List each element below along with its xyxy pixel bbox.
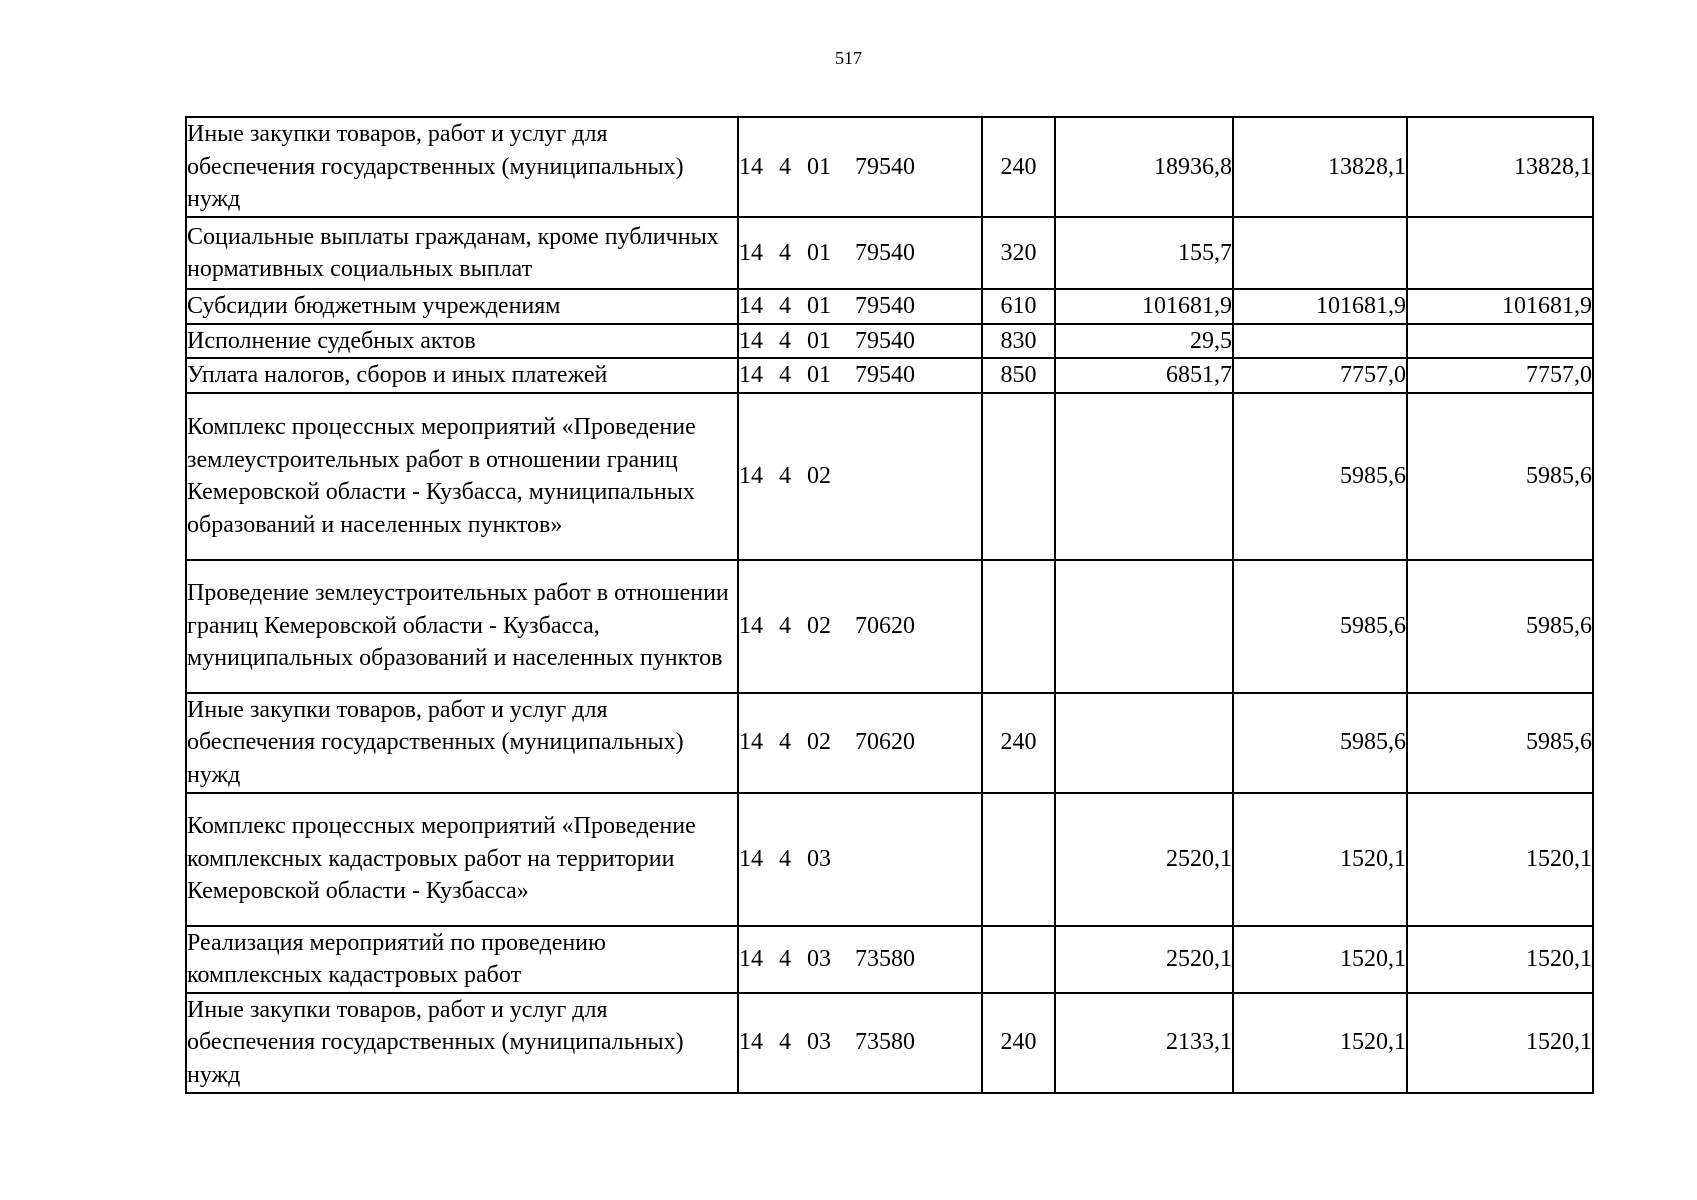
row-kvr-cell: 850 xyxy=(982,358,1055,393)
row-kvr-cell: 240 xyxy=(982,993,1055,1093)
row-value-1: 2520,1 xyxy=(1055,793,1233,926)
table-row xyxy=(186,324,1593,359)
row-name-cell: Реализация мероприятий по проведению комплексных кадастровых работ xyxy=(186,926,738,993)
row-value-3 xyxy=(1407,217,1593,289)
code-type: 4 xyxy=(779,945,791,972)
row-name-cell: Комплекс процессных мероприятий «Проведение землеустроительных работ в отношении границ Кемеровской области - Кузбасса, муниципальных образований и населенных пунктов» xyxy=(186,393,738,560)
code-type: 4 xyxy=(779,1029,791,1056)
row-value-2 xyxy=(1233,217,1407,289)
code-program: 14 xyxy=(739,1029,763,1056)
budget-table xyxy=(185,116,1594,1094)
code-event: 01 xyxy=(807,362,831,388)
row-value-2: 7757,0 xyxy=(1233,358,1407,393)
row-value-2 xyxy=(1233,324,1407,359)
page-number: 517 xyxy=(835,48,862,68)
row-value-2: 5985,6 xyxy=(1233,393,1407,560)
code-program: 14 xyxy=(739,327,763,354)
row-value-2: 1520,1 xyxy=(1233,793,1407,926)
row-value-3: 5985,6 xyxy=(1407,693,1593,793)
code-program: 14 xyxy=(739,729,763,756)
code-direction: 79540 xyxy=(855,239,915,266)
code-type: 4 xyxy=(779,845,791,872)
row-name-cell: Иные закупки товаров, работ и услуг для обеспечения государственных (муниципальных) нужд xyxy=(186,993,738,1093)
code-program: 14 xyxy=(739,362,763,388)
row-code-cell xyxy=(738,358,982,393)
row-value-1: 6851,7 xyxy=(1055,358,1233,393)
table-row xyxy=(186,926,1593,993)
code-event: 01 xyxy=(807,327,831,354)
row-name-cell: Уплата налогов, сборов и иных платежей xyxy=(186,358,738,393)
row-value-2: 13828,1 xyxy=(1233,117,1407,217)
code-direction: 79540 xyxy=(855,293,915,319)
row-value-2: 1520,1 xyxy=(1233,926,1407,993)
code-event: 01 xyxy=(807,153,831,180)
table-row xyxy=(186,560,1593,693)
row-code-cell xyxy=(738,560,982,693)
code-program: 14 xyxy=(739,612,763,639)
code-event: 01 xyxy=(807,293,831,319)
row-kvr-cell xyxy=(982,560,1055,693)
table-row xyxy=(186,217,1593,289)
code-direction: 70620 xyxy=(855,729,915,756)
code-type: 4 xyxy=(779,462,791,489)
row-value-3: 13828,1 xyxy=(1407,117,1593,217)
code-program: 14 xyxy=(739,462,763,489)
row-value-1: 18936,8 xyxy=(1055,117,1233,217)
row-code-cell xyxy=(738,289,982,324)
row-value-1: 2133,1 xyxy=(1055,993,1233,1093)
code-event: 01 xyxy=(807,239,831,266)
table-row xyxy=(186,693,1593,793)
row-kvr-cell: 320 xyxy=(982,217,1055,289)
row-value-3: 1520,1 xyxy=(1407,926,1593,993)
code-type: 4 xyxy=(779,293,791,319)
row-code-cell xyxy=(738,324,982,359)
code-direction: 79540 xyxy=(855,327,915,354)
code-type: 4 xyxy=(779,729,791,756)
code-direction: 79540 xyxy=(855,362,915,388)
code-program: 14 xyxy=(739,845,763,872)
row-code-cell xyxy=(738,693,982,793)
row-value-2: 5985,6 xyxy=(1233,693,1407,793)
row-value-2: 5985,6 xyxy=(1233,560,1407,693)
row-code-cell xyxy=(738,217,982,289)
code-event: 02 xyxy=(807,462,831,489)
row-value-3: 1520,1 xyxy=(1407,993,1593,1093)
row-code-cell xyxy=(738,393,982,560)
row-value-1: 101681,9 xyxy=(1055,289,1233,324)
code-direction: 70620 xyxy=(855,612,915,639)
code-direction: 73580 xyxy=(855,1029,915,1056)
row-kvr-cell xyxy=(982,926,1055,993)
row-name-cell: Социальные выплаты гражданам, кроме публичных нормативных социальных выплат xyxy=(186,217,738,289)
code-event: 02 xyxy=(807,612,831,639)
row-value-2: 101681,9 xyxy=(1233,289,1407,324)
row-name-cell: Субсидии бюджетным учреждениям xyxy=(186,289,738,324)
table-row xyxy=(186,393,1593,560)
row-name-cell: Исполнение судебных актов xyxy=(186,324,738,359)
row-kvr-cell: 830 xyxy=(982,324,1055,359)
row-value-3 xyxy=(1407,324,1593,359)
row-value-3: 5985,6 xyxy=(1407,560,1593,693)
code-program: 14 xyxy=(739,293,763,319)
row-code-cell xyxy=(738,793,982,926)
row-value-3: 1520,1 xyxy=(1407,793,1593,926)
code-type: 4 xyxy=(779,612,791,639)
table-row xyxy=(186,117,1593,217)
code-type: 4 xyxy=(779,327,791,354)
row-value-3: 7757,0 xyxy=(1407,358,1593,393)
row-code-cell xyxy=(738,926,982,993)
code-program: 14 xyxy=(739,153,763,180)
code-event: 03 xyxy=(807,945,831,972)
table-row xyxy=(186,358,1593,393)
code-program: 14 xyxy=(739,239,763,266)
code-direction: 73580 xyxy=(855,945,915,972)
row-name-cell: Иные закупки товаров, работ и услуг для обеспечения государственных (муниципальных) нужд xyxy=(186,117,738,217)
row-kvr-cell: 610 xyxy=(982,289,1055,324)
row-value-1: 155,7 xyxy=(1055,217,1233,289)
row-value-1 xyxy=(1055,560,1233,693)
row-code-cell xyxy=(738,117,982,217)
row-name-cell: Иные закупки товаров, работ и услуг для обеспечения государственных (муниципальных) нужд xyxy=(186,693,738,793)
row-value-1 xyxy=(1055,393,1233,560)
row-kvr-cell: 240 xyxy=(982,693,1055,793)
table-row xyxy=(186,993,1593,1093)
table-row xyxy=(186,793,1593,926)
row-value-1 xyxy=(1055,693,1233,793)
row-name-cell: Проведение землеустроительных работ в отношении границ Кемеровской области - Кузбасса, муниципальных образований и населенных пунктов xyxy=(186,560,738,693)
code-event: 03 xyxy=(807,1029,831,1056)
row-code-cell xyxy=(738,993,982,1093)
code-program: 14 xyxy=(739,945,763,972)
row-kvr-cell xyxy=(982,793,1055,926)
row-value-1: 29,5 xyxy=(1055,324,1233,359)
table-row xyxy=(186,289,1593,324)
code-type: 4 xyxy=(779,362,791,388)
row-value-3: 5985,6 xyxy=(1407,393,1593,560)
code-direction: 79540 xyxy=(855,153,915,180)
row-kvr-cell: 240 xyxy=(982,117,1055,217)
code-type: 4 xyxy=(779,153,791,180)
row-kvr-cell xyxy=(982,393,1055,560)
row-name-cell: Комплекс процессных мероприятий «Проведение комплексных кадастровых работ на территории Кемеровской области - Кузбасса» xyxy=(186,793,738,926)
code-event: 03 xyxy=(807,845,831,872)
row-value-2: 1520,1 xyxy=(1233,993,1407,1093)
code-type: 4 xyxy=(779,239,791,266)
code-event: 02 xyxy=(807,729,831,756)
row-value-3: 101681,9 xyxy=(1407,289,1593,324)
row-value-1: 2520,1 xyxy=(1055,926,1233,993)
